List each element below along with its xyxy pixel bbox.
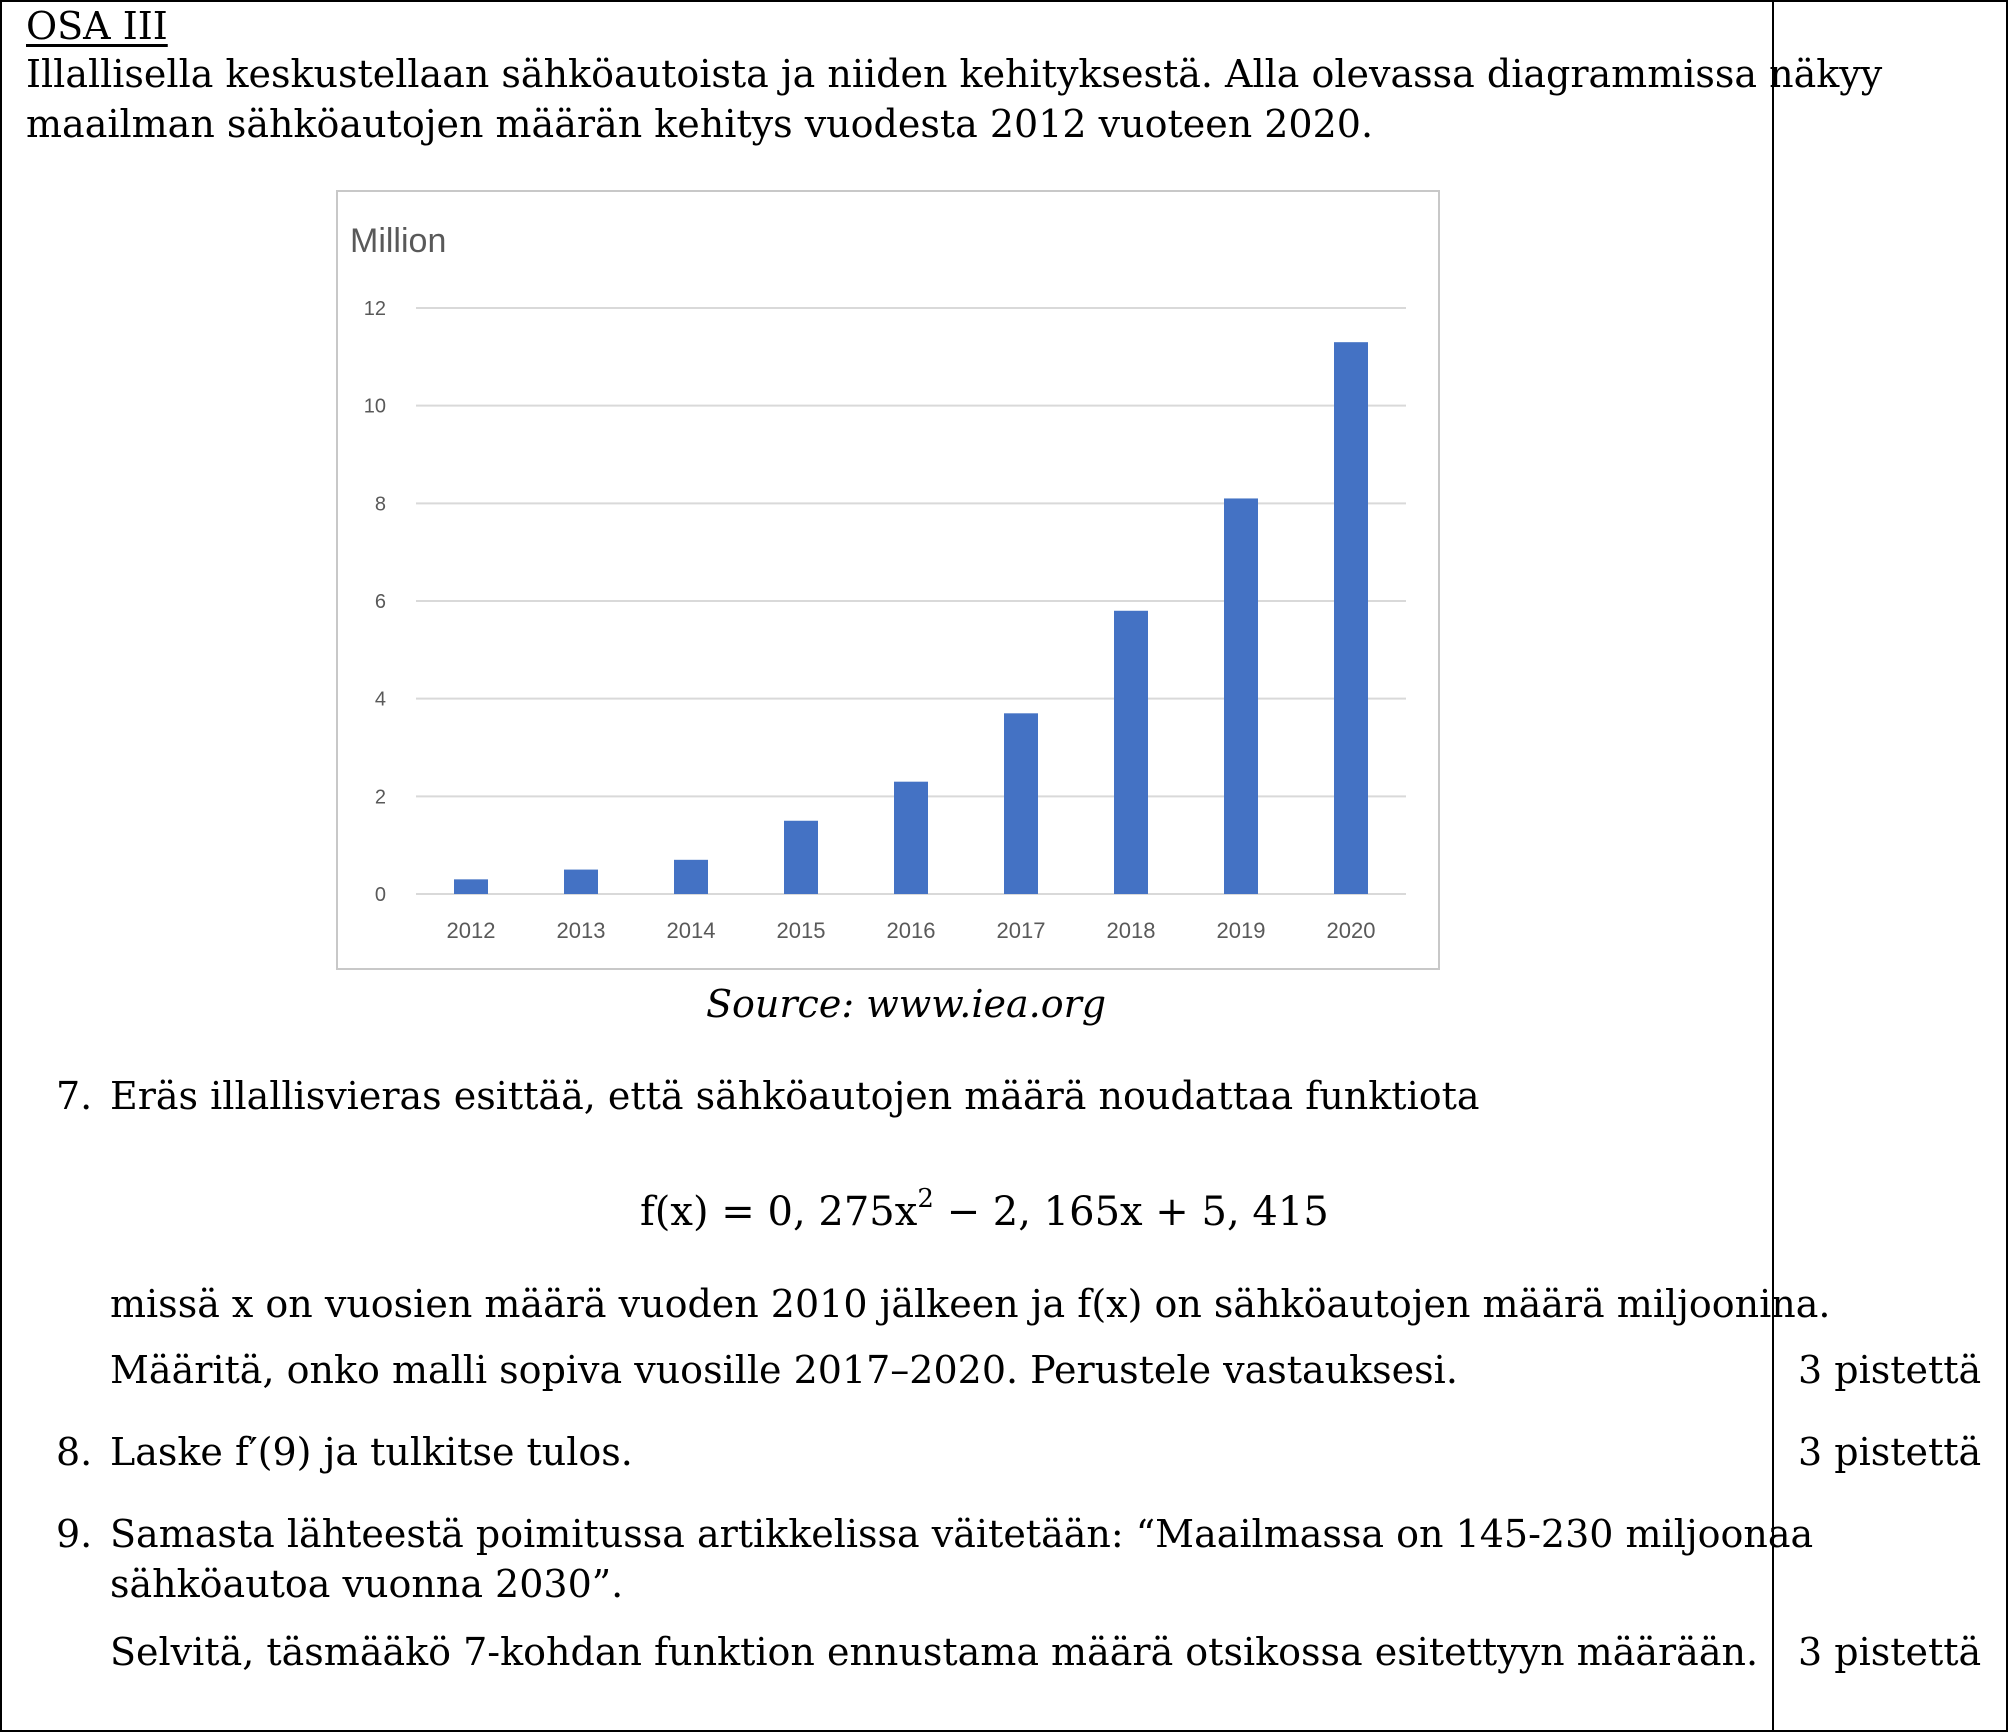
question-8-number: 8. [56, 1430, 93, 1474]
question-8-text: Laske f′(9) ja tulkitse tulos. [110, 1430, 633, 1474]
x-tick-label-2019: 2019 [1216, 918, 1266, 943]
chart-svg [338, 192, 1438, 968]
chart-source: Source: www.iea.org [706, 982, 1107, 1026]
bar-2020 [1334, 342, 1368, 894]
bar-2014 [674, 860, 708, 894]
x-tick-label-2018: 2018 [1106, 918, 1156, 943]
x-tick-label-2017: 2017 [996, 918, 1046, 943]
bar-2019 [1224, 498, 1258, 894]
question-7-points: 3 pistettä [1798, 1348, 1982, 1392]
intro-line-1: Illallisella keskustellaan sähköautoista ja niiden kehityksestä. Alla olevassa diagrammissa näkyy [26, 52, 1883, 96]
question-7-number: 7. [56, 1074, 93, 1118]
x-tick-label-2014: 2014 [666, 918, 716, 943]
question-7-text: Eräs illallisvieras esittää, että sähköautojen määrä noudattaa funktiota [110, 1074, 1480, 1118]
bar-2013 [564, 870, 598, 894]
question-9-points: 3 pistettä [1798, 1630, 1982, 1674]
points-column-divider [1772, 0, 1774, 1732]
x-tick-label-2012: 2012 [446, 918, 496, 943]
x-tick-label-2013: 2013 [556, 918, 606, 943]
bar-2018 [1114, 611, 1148, 894]
y-tick-label-12: 12 [363, 298, 386, 320]
section-title: OSA III [26, 4, 168, 48]
formula-rhs: − 2, 165x + 5, 415 [933, 1189, 1329, 1235]
x-tick-label-2016: 2016 [886, 918, 936, 943]
intro-line-2: maailman sähköautojen määrän kehitys vuodesta 2012 vuoteen 2020. [26, 102, 1374, 146]
formula-lhs: f(x) = 0, 275x [640, 1189, 918, 1235]
question-7-line-b: Määritä, onko malli sopiva vuosille 2017–2020. Perustele vastauksesi. [110, 1348, 1458, 1392]
question-9-line-b: sähköautoa vuonna 2030”. [110, 1562, 624, 1606]
y-tick-label-4: 4 [374, 688, 386, 711]
x-tick-label-2020: 2020 [1326, 918, 1376, 943]
question-7-line-a: missä x on vuosien määrä vuoden 2010 jälkeen ja f(x) on sähköautojen määrä miljoonina. [110, 1282, 1831, 1326]
formula-exponent: 2 [917, 1184, 934, 1214]
question-9-line-c: Selvitä, täsmääkö 7-kohdan funktion ennustama määrä otsikossa esitettyyn määrään. [110, 1630, 1759, 1674]
bar-2015 [784, 821, 818, 894]
question-8-points: 3 pistettä [1798, 1430, 1982, 1474]
y-tick-label-10: 10 [363, 395, 386, 418]
y-tick-label-0: 0 [374, 884, 386, 906]
y-axis-label: Million [350, 222, 447, 260]
y-tick-label-2: 2 [374, 786, 386, 809]
y-tick-label-6: 6 [374, 591, 386, 613]
question-7-formula [640, 1184, 1329, 1236]
bar-2017 [1004, 713, 1038, 894]
y-tick-label-8: 8 [374, 493, 386, 516]
x-tick-label-2015: 2015 [776, 918, 826, 943]
bar-2012 [454, 879, 488, 894]
question-9-number: 9. [56, 1512, 93, 1556]
question-9-line-a: Samasta lähteestä poimitussa artikkelissa väitetään: “Maailmassa on 145-230 miljoonaa [110, 1512, 1814, 1556]
bar-chart [336, 190, 1440, 970]
bar-2016 [894, 782, 928, 894]
